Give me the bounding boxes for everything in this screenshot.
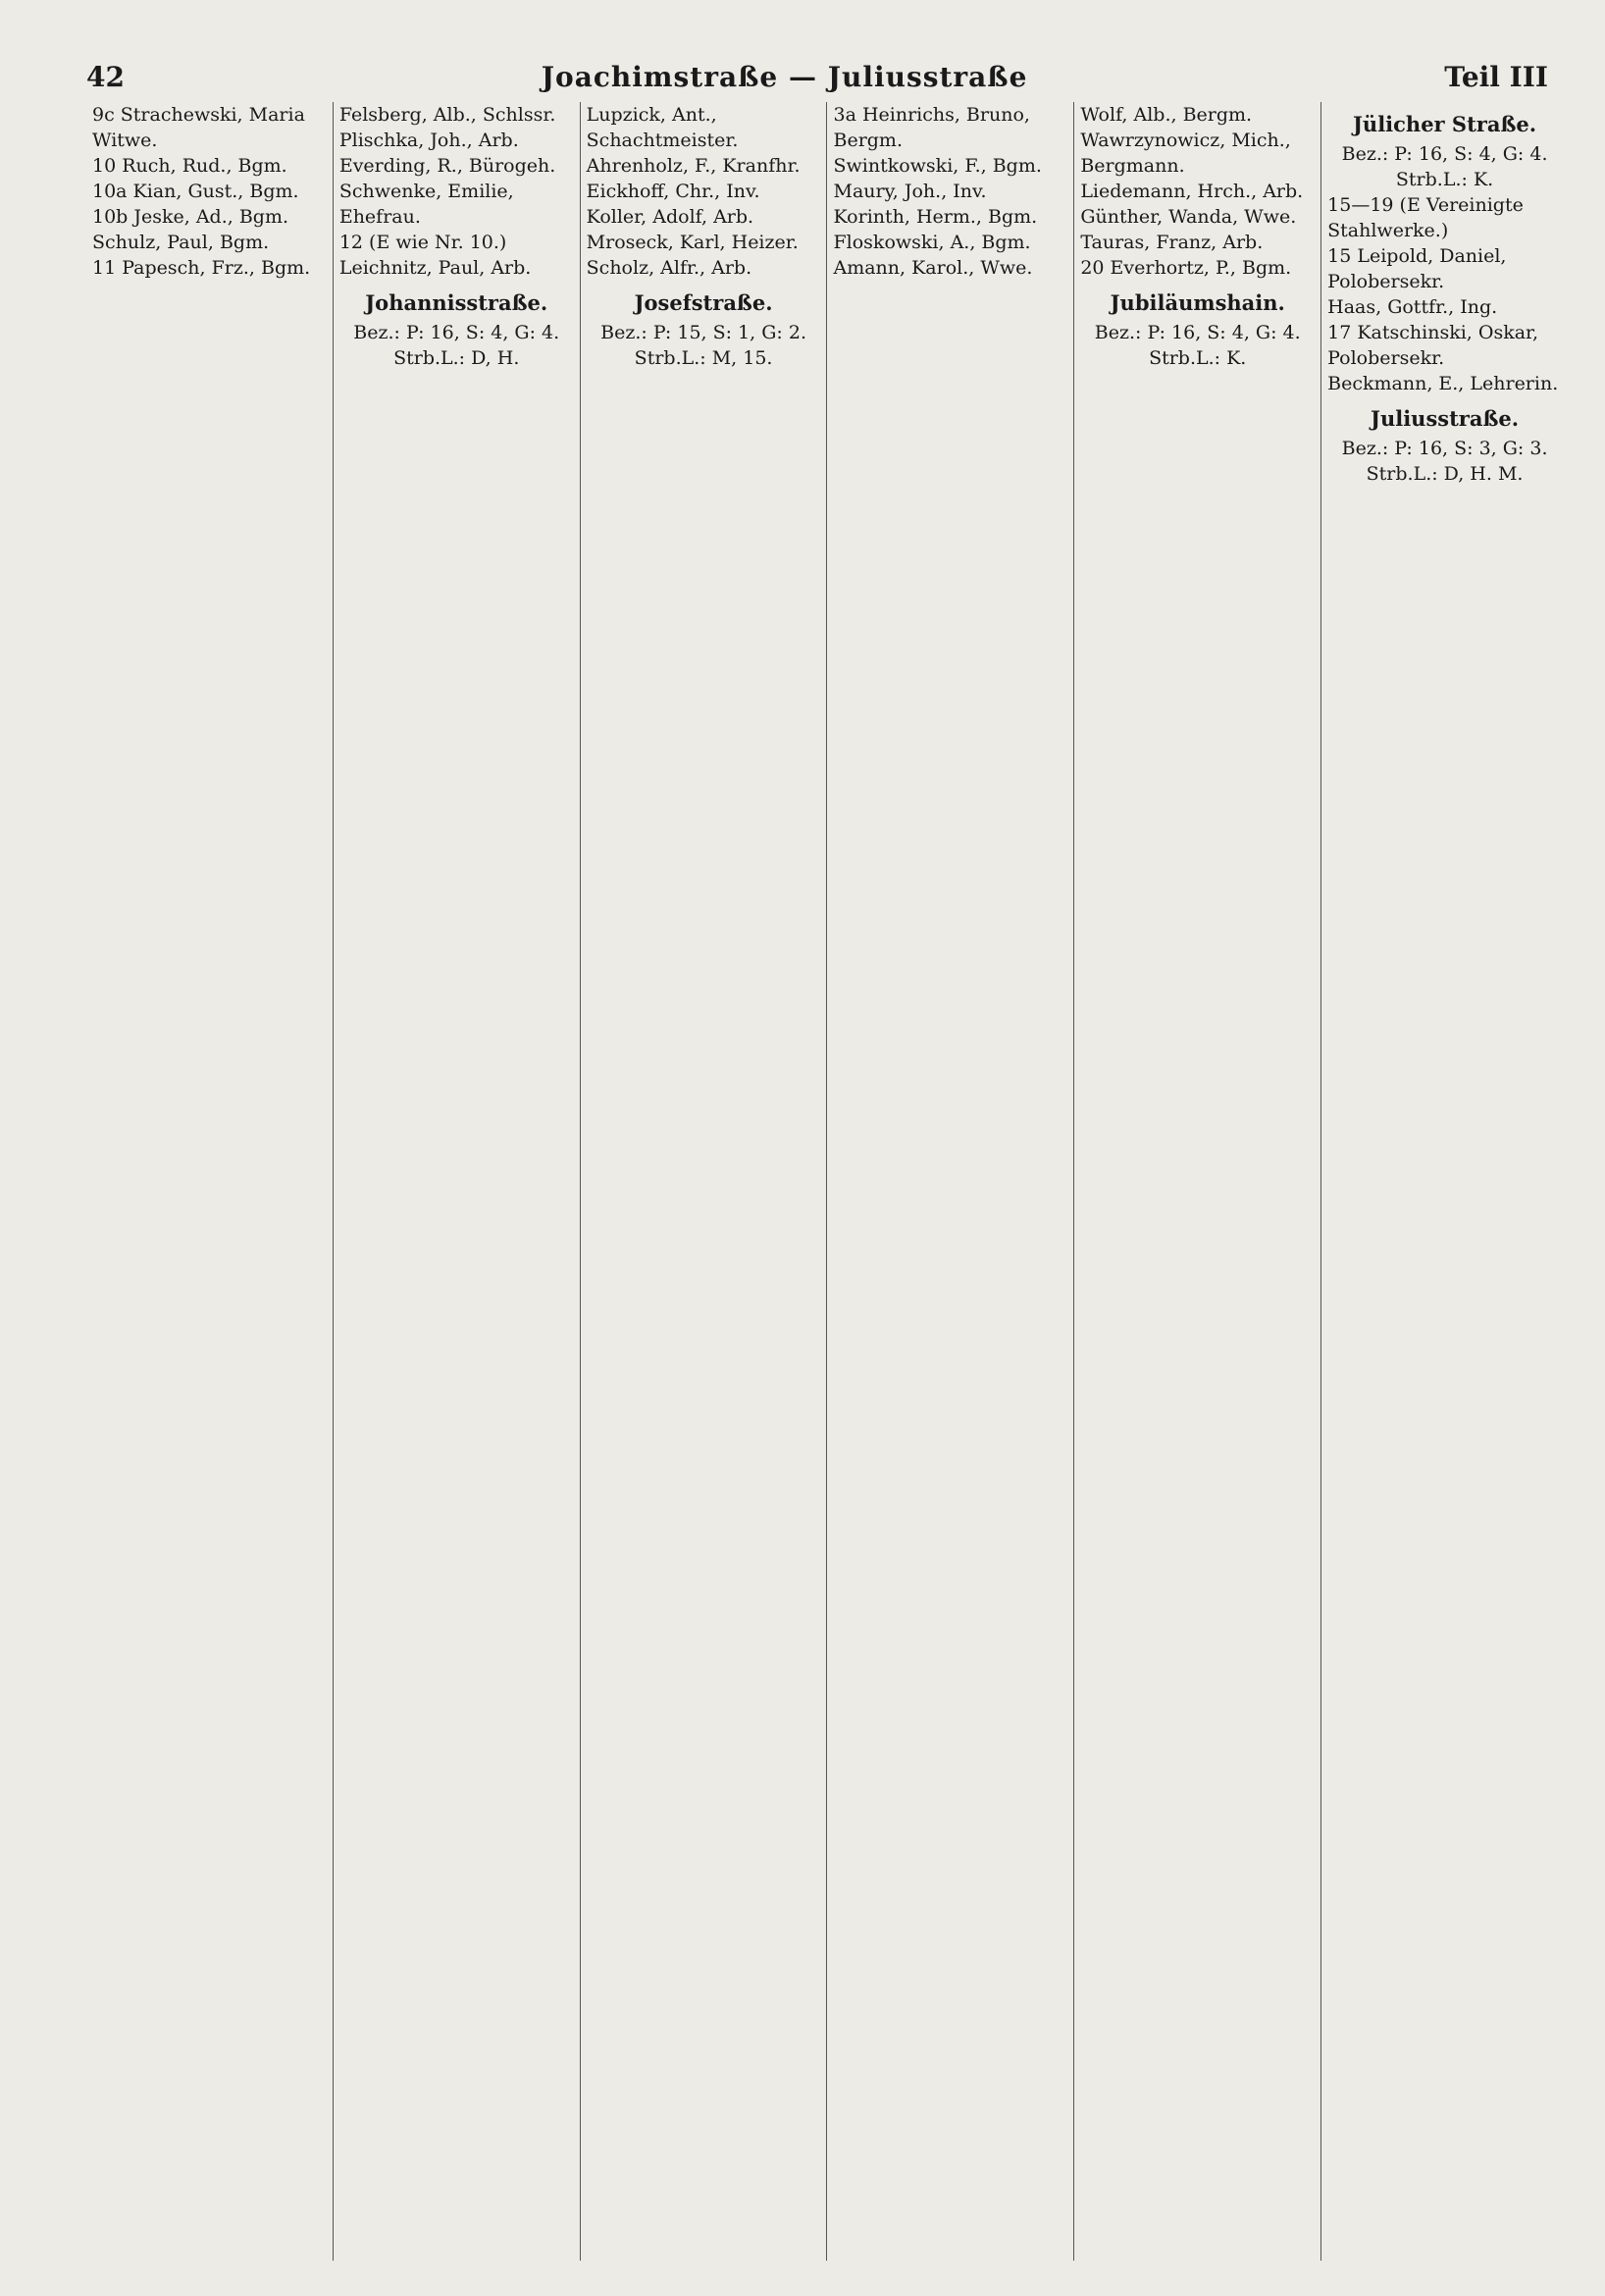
list-item: Koller, Adolf, Arb. [586,206,754,228]
list-item: Leichnitz, Paul, Arb. [338,257,532,279]
list-item: 10a Kian, Gust., Bgm. [92,181,299,202]
street-heading: Josefstraße. [634,290,773,315]
list-item: 10b Jeske, Ad., Bgm. [92,206,289,228]
list-item: 12 (E wie Nr. 10.) [338,232,507,253]
list-item: Tauras, Franz, Arb. [1080,232,1264,253]
part-label: Teil III [1444,60,1548,93]
list-item: Mroseck, Karl, Heizer. [586,232,799,253]
column-4 [826,102,1073,2261]
list-item: Maury, Joh., Inv. [833,181,987,202]
list-item: Amann, Karol., Wwe. [833,257,1033,279]
list-item: Korinth, Herm., Bgm. [833,206,1038,228]
list-item: Everding, R., Bürogeh. [338,155,556,177]
street-heading: Juliusstraße. [1371,406,1520,431]
list-item: 9c Strachewski, Maria Witwe. [92,104,305,151]
page-header [86,57,1548,96]
list-item: Floskowski, A., Bgm. [833,232,1031,253]
list-item: 17 Katschinski, Oskar, Polobersekr. [1327,322,1539,369]
street-heading: Johannisstraße. [365,290,548,315]
column-5 [1073,102,1320,2261]
list-item: Günther, Wanda, Wwe. [1080,206,1297,228]
list-item: Schulz, Paul, Bgm. [92,232,270,253]
street-heading: Jubiläumshain. [1110,290,1285,315]
list-item: Eickhoff, Chr., Inv. [586,181,760,202]
street-meta: Bez.: P: 16, S: 4, G: 4. Strb.L.: K. [1094,322,1301,369]
column-2 [333,102,580,2261]
column-1 [86,102,333,2261]
street-meta: Bez.: P: 16, S: 3, G: 3. Strb.L.: D, H. M. [1341,438,1548,485]
column-3 [580,102,827,2261]
list-item: Ahrenholz, F., Kranfhr. [586,155,801,177]
page-title: Joachimstraße — Juliusstraße [541,60,1028,93]
list-item: 15—19 (E Vereinigte Stahlwerke.) [1327,194,1524,241]
list-item: Liedemann, Hrch., Arb. [1080,181,1304,202]
street-meta: Bez.: P: 16, S: 4, G: 4. Strb.L.: D, H. [353,322,560,369]
list-item: Lupzick, Ant., Schachtmeister. [586,104,739,151]
list-item: Schwenke, Emilie, Ehefrau. [338,181,514,228]
list-item: 20 Everhortz, P., Bgm. [1080,257,1292,279]
directory-columns [86,102,1568,2261]
list-item: Haas, Gottfr., Ing. [1327,296,1498,318]
list-item: Felsberg, Alb., Schlssr. [338,104,556,126]
list-item: Wawrzynowicz, Mich., Bergmann. [1080,130,1291,177]
list-item: Beckmann, E., Lehrerin. [1327,373,1559,394]
column-6 [1320,102,1568,2261]
street-meta: Bez.: P: 15, S: 1, G: 2. Strb.L.: M, 15. [600,322,806,369]
street-meta: Bez.: P: 16, S: 4, G: 4. Strb.L.: K. [1341,143,1548,190]
street-heading: Jülicher Straße. [1352,112,1537,136]
list-item: Swintkowski, F., Bgm. [833,155,1042,177]
list-item: Scholz, Alfr., Arb. [586,257,752,279]
list-item: Wolf, Alb., Bergm. [1080,104,1253,126]
page-number: 42 [86,60,125,93]
list-item: Plischka, Joh., Arb. [338,130,519,151]
list-item: 3a Heinrichs, Bruno, Bergm. [833,104,1030,151]
list-item: 15 Leipold, Daniel, Polobersekr. [1327,245,1507,292]
list-item: 10 Ruch, Rud., Bgm. [92,155,287,177]
list-item: 11 Papesch, Frz., Bgm. [92,257,311,279]
